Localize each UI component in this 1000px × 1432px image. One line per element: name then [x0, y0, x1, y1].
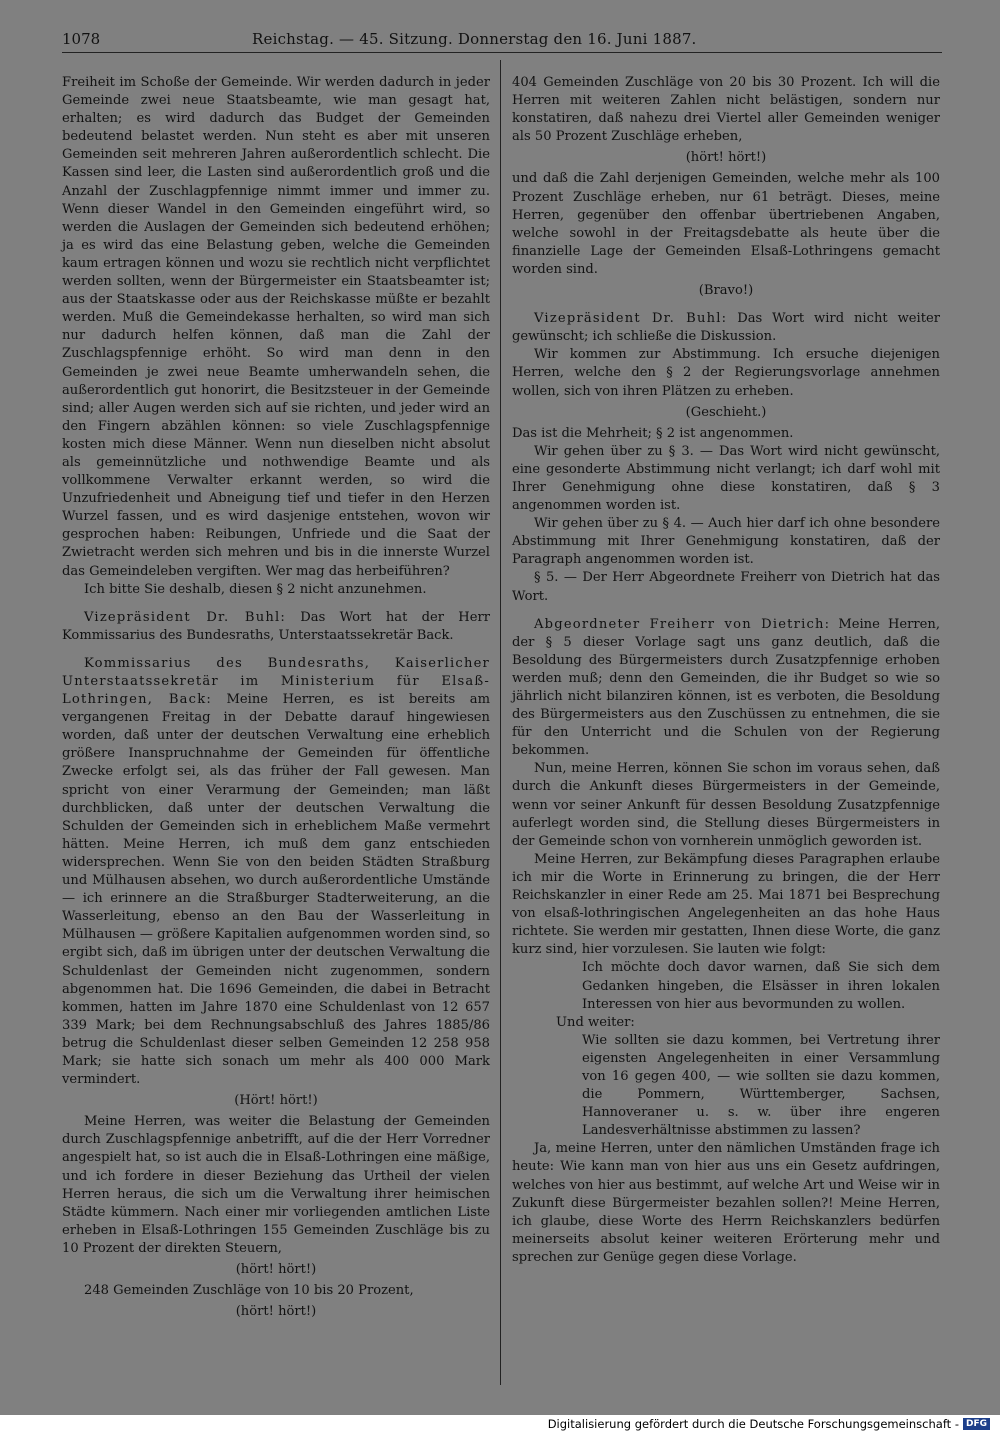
interjection [62, 1303, 490, 1321]
interjection [512, 404, 940, 422]
paragraph [512, 851, 940, 960]
paragraph [512, 1140, 940, 1267]
interjection [62, 1261, 490, 1279]
paragraph [512, 425, 940, 443]
paragraph-text: (Hört! hört!) [234, 1093, 318, 1109]
paragraph [62, 609, 490, 645]
paragraph [512, 346, 940, 400]
paragraph-text: Meine Herren, der § 5 dieser Vorlage sagt uns ganz deutlich, daß die Besoldung des Bürgermeisters durch Zusatzpfennige erhoben werden muß; denn den Gemeinden, die ihr Budget so wie so jährlich nicht bilanziren können, ist es verboten, die Besoldung des Bürgermeisters aus den Zuschüssen zu entnehmen, die sie für den Unterricht und die Schulen von der Regierung bekommen. [512, 616, 940, 759]
quotation [582, 959, 940, 1013]
speaker-name: Kommissarius des Bundesraths, Kaiserlicher Unterstaatssekretär im Ministerium für Elsaß-Lothringen, Back: [62, 655, 490, 708]
paragraph-text: (Bravo!) [698, 283, 754, 299]
quotation [582, 1032, 940, 1141]
paragraph [512, 616, 940, 761]
funding-credit: Digitalisierung gefördert durch die Deutsche Forschungsgemeinschaft - [547, 1417, 959, 1431]
right-column [512, 74, 940, 1267]
paragraph [62, 1282, 490, 1300]
interjection [512, 282, 940, 300]
running-title: Reichstag. — 45. Sitzung. Donnerstag den 16. Juni 1887. [252, 30, 697, 48]
paragraph-text: Nun, meine Herren, können Sie schon im voraus sehen, daß durch die Ankunft dieses Bürgermeisters in der Gemeinde, wenn vor seiner Ankunft für dessen Besoldung Zusatzpfennige auferlegt worden sind, die Stellung dieses Bürgermeisters in der Gemeinde schon von vornherein unmöglich geworden ist. [512, 761, 940, 849]
paragraph-text: Meine Herren, zur Bekämpfung dieses Paragraphen erlaube ich mir die Worte in Erinnerung zu bringen, die der Herr Reichskanzler in einer Rede am 25. Mai 1871 bei Besprechung von elsaß-lothringischen Angelegenheiten an das hohe Haus richtete. Sie werden mir gestatten, Ihnen diese Worte, die ganz kurz sind, hier vorzulesen. Sie lauten wie folgt: [512, 851, 940, 958]
paragraph-text: Ich bitte Sie deshalb, diesen § 2 nicht anzunehmen. [84, 581, 427, 597]
paragraph-text: (Geschieht.) [685, 404, 767, 420]
paragraph [512, 170, 940, 279]
header-rule [62, 52, 942, 53]
paragraph-text: Meine Herren, was weiter die Belastung der Gemeinden durch Zuschlagspfennige anbetrifft, auf die der Herr Vorredner angespielt hat, so ist auch die in Elsaß-Lothringen eine mäßige, und ich fordere in dieser Beziehung das Urtheil der vielen Herren heraus, die sich um die Verwaltung ihrer heimischen Städte kümmern. Nach einer mir vorliegenden amtlichen Liste erheben in Elsaß-Lothringen 155 Gemeinden Zuschläge bis zu 10 Prozent der direkten Steuern, [62, 1114, 490, 1256]
speaker-name: Abgeordneter Freiherr von Dietrich: [534, 616, 831, 632]
paragraph [62, 655, 490, 1089]
footer-credit [548, 1416, 990, 1432]
dfg-logo: DFG [963, 1418, 990, 1430]
page-header [62, 26, 942, 52]
paragraph [512, 760, 940, 850]
interjection [62, 1092, 490, 1110]
paragraph-text: Das ist die Mehrheit; § 2 ist angenommen. [512, 425, 794, 441]
paragraph-text: Ja, meine Herren, unter den nämlichen Umständen frage ich heute: Wie kann man von hier aus uns ein Gesetz aufdringen, welches von hier aus bestimmt, auf welche Art und Weise wir in Zukunft diese Bürgermeister bezahlen sollen?! Meine Herren, ich glaube, diese Worte des Herrn Reichskanzlers bedürfen meinerseits absolut keiner weiteren Erörterung mehr und sprechen zur Genüge gegen diese Vorlage. [512, 1141, 940, 1265]
paragraph-text: (hört! hört!) [235, 1262, 317, 1277]
speaker-name: Vizepräsident Dr. Buhl: [84, 609, 286, 625]
paragraph [62, 74, 490, 581]
interjection [512, 149, 940, 167]
paragraph [512, 443, 940, 515]
paragraph [512, 74, 940, 146]
paragraph [512, 569, 940, 605]
paragraph-text: Das Wort hat der Herr Kommissarius des Bundesraths, Unterstaatssekretär Back. [62, 609, 490, 643]
paragraph-text: Wie sollten sie dazu kommen, bei Vertretung ihrer eigensten Angelegenheiten in einer Versammlung von 16 gegen 400, — wie sollten sie dazu kommen, die Pommern, Württemberger, Sachsen, Hannoveraner u. s. w. über ihre engeren Landesverhältnisse abstimmen zu lassen? [582, 1032, 940, 1139]
paragraph-text: (hört! hört!) [685, 150, 767, 166]
paragraph-text: und daß die Zahl derjenigen Gemeinden, welche mehr als 100 Prozent Zuschläge erheben, nur 61 beträgt. Dieses, meine Herren, gegenüber den offenbar übertriebenen Angaben, welche sowohl in der Freitagsdebatte als heute über die finanzielle Lage der Gemeinden Elsaß-Lothringens gemacht worden sind. [512, 171, 940, 277]
paragraph-text: Ich möchte doch davor warnen, daß Sie sich dem Gedanken hingeben, die Elsässer in ihren lokalen Interessen von hier aus bevormunden zu wollen. [582, 960, 940, 1012]
paragraph-text: Und weiter: [556, 1014, 635, 1030]
column-divider [500, 60, 501, 1385]
speaker-name: Vizepräsident Dr. Buhl: [534, 311, 728, 327]
paragraph [512, 515, 940, 569]
paragraph [62, 1113, 490, 1258]
left-column [62, 74, 490, 1324]
paragraph-text: Wir gehen über zu § 3. — Das Wort wird nicht gewünscht, eine gesonderte Abstimmung nicht verlangt; ich darf wohl mit Ihrer Genehmigung ohne diese konstatiren, daß § 3 angenommen worden ist. [512, 443, 940, 514]
paragraph [556, 1014, 940, 1032]
paragraph-text: 404 Gemeinden Zuschläge von 20 bis 30 Prozent. Ich will die Herren mit weiteren Zahlen nicht belästigen, sondern nur konstatiren, daß nahezu drei Viertel aller Gemeinden weniger als 50 Prozent Zuschläge erheben, [512, 75, 940, 145]
paragraph-text: Freiheit im Schoße der Gemeinde. Wir werden dadurch in jeder Gemeinde zwei neue Staatsbeamte, wie man gesagt hat, erhalten; es wird dadurch das Budget der Gemeinden bedeutend belastet werden. Nun steht es aber mit unseren Gemeinden seit mehreren Jahren außerordentlich schlecht. Die Kassen sind leer, die Lasten sind außerordentlich groß und die Anzahl der Zuschlagpfennige nimmt immer und immer zu. Wenn dieser Wandel in den Gemeinden eingeführt wird, so werden die Auslagen der Gemeinden sich bedeutend erhöhen; ja es wird das eine Belastung geben, welche die Gemeinden kaum ertragen können und wozu sie rechtlich nicht verpflichtet werden sollten, wenn der Bürgermeister ein Staatsbeamter ist; aus der Staatskasse oder aus der Reichskasse müßte er bezahlt werden. Muß die Gemeindekasse herhalten, so wird man sich nur dadurch helfen können, daß man die Zahl der Zuschlagspfennige erhöht. So wird man denn in den Gemeinden je zwei neue Beamte umherwandeln sehen, die außerordentlich gut honorirt, die Besitzsteuer in der Gemeinde sind; aller Augen werden sich auf sie richten, und jeder wird an den Fingern abzählen können: so viele Zuschlagspfennige kosten mich diese Männer. Wenn nun dieselben nicht absolut als gemeinnützliche und nothwendige Beamte und als vollkommene Verwalter erkannt werden, so wird die Unzufriedenheit und Abneigung tief und tiefer in den Herzen Wurzel fassen, und es wird dasjenige entstehen, wovon wir gesprochen haben: Reibungen, Unfriede und die Saat der Zwietracht werden sich mehren und bis in die innerste Wurzel das Gemeindeleben vergiften. Wer mag das herbeiführen? [62, 75, 490, 579]
paragraph-text: § 5. — Der Herr Abgeordnete Freiherr von Dietrich hat das Wort. [512, 570, 940, 604]
paragraph-text: Meine Herren, es ist bereits am vergangenen Freitag in der Debatte darauf hingewiesen worden, daß unter der deutschen Verwaltung eine erheblich größere Inanspruchnahme der Gemeinden für öffentliche Zwecke erfolgt sei, als das früher der Fall gewesen. Man spricht von einer Verarmung der Gemeinden; man läßt durchblicken, daß unter der deutschen Verwaltung die Schulden der Gemeinden sich in erheblichem Maße vermehrt hätten. Meine Herren, ich muß dem ganz entschieden widersprechen. Wenn Sie von den beiden Städten Straßburg und Mülhausen absehen, wo durch außerordentliche Umstände — ich erinnere an die Straßburger Stadterweiterung, an die Wasserleitung, ebenso an den Bau der Wasserleitung in Mülhausen — größere Kapitalien aufgenommen worden sind, so ergibt sich, daß im übrigen unter der deutschen Verwaltung die Schuldenlast der Gemeinden nicht zugenommen, sondern abgenommen hat. Die 1696 Gemeinden, die dabei in Betracht kommen, hatten im Jahre 1870 eine Schuldenlast von 12 657 339 Mark; bei dem Rechnungsabschluß des Jahres 1885/86 betrug die Schuldenlast dieser selben Gemeinden 12 258 958 Mark; sie hatte sich sonach um mehr als 400 000 Mark vermindert. [62, 692, 490, 1088]
paragraph-text: Das Wort wird nicht weiter gewünscht; ich schließe die Diskussion. [512, 311, 940, 345]
paragraph [512, 310, 940, 346]
paragraph-text: (hört! hört!) [235, 1304, 317, 1320]
page-number: 1078 [62, 30, 101, 48]
paragraph-text: 248 Gemeinden Zuschläge von 10 bis 20 Prozent, [84, 1283, 414, 1299]
paragraph-text: Wir kommen zur Abstimmung. Ich ersuche diejenigen Herren, welche den § 2 der Regierungsvorlage annehmen wollen, sich von ihren Plätzen zu erheben. [512, 347, 940, 399]
paragraph-text: Wir gehen über zu § 4. — Auch hier darf ich ohne besondere Abstimmung mit Ihrer Genehmigung konstatiren, daß der Paragraph angenommen worden ist. [512, 516, 940, 568]
paragraph [62, 581, 490, 599]
